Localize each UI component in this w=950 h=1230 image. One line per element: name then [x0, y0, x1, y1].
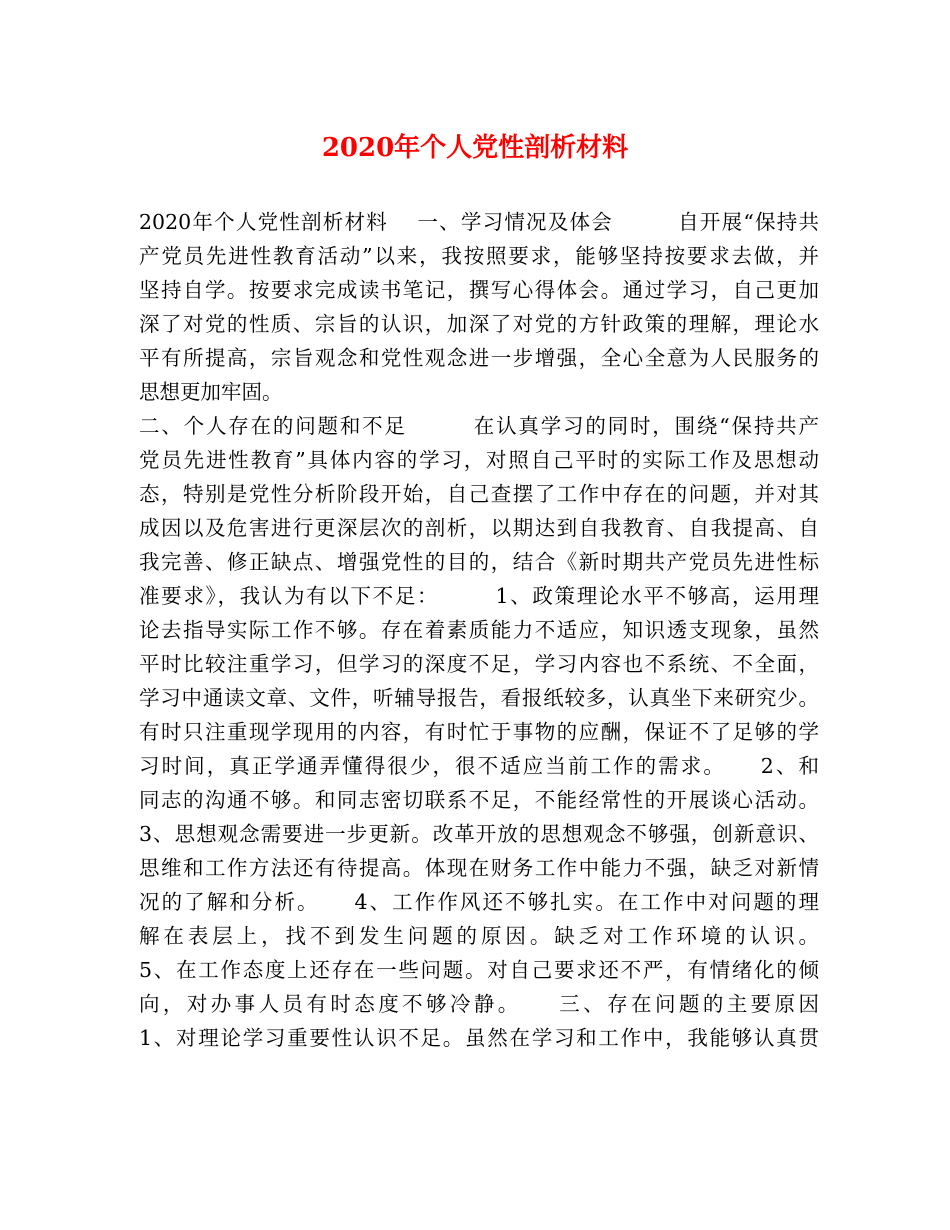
- body-line: 解在表层上，找不到发生问题的原因。缺乏对工作环境的认识。: [139, 924, 819, 948]
- body-line: 学习中通读文章、文件，听辅导报告，看报纸较多，认真坐下来研究少。: [139, 686, 819, 710]
- body-line: 习时间，真正学通弄懂得很少，很不适应当前工作的需求。 2、和: [139, 754, 819, 778]
- body-line: 产党员先进性教育活动”以来，我按照要求，能够坚持按要求去做，并: [139, 244, 819, 268]
- body-line: 平有所提高，宗旨观念和党性观念进一步增强，全心全意为人民服务的: [139, 346, 819, 370]
- body-line: 思想更加牢固。: [139, 380, 283, 404]
- body-line: 1、对理论学习重要性认识不足。虽然在学习和工作中，我能够认真贯: [139, 1026, 819, 1050]
- body-line: 坚持自学。按要求完成读书笔记，撰写心得体会。通过学习，自己更加: [139, 278, 819, 302]
- body-line: 成因以及危害进行更深层次的剖析，以期达到自我教育、自我提高、自: [139, 516, 819, 540]
- body-line: 3、思想观念需要进一步更新。改革开放的思想观念不够强，创新意识、: [139, 822, 819, 846]
- body-line: 思维和工作方法还有待提高。体现在财务工作中能力不强，缺乏对新情: [139, 856, 819, 880]
- body-line: 向，对办事人员有时态度不够冷静。 三、存在问题的主要原因: [139, 992, 819, 1016]
- body-line: 2020年个人党性剖析材料 一、学习情况及体会 自开展“保持共: [139, 210, 819, 234]
- body-line: 况的了解和分析。 4、工作作风还不够扎实。在工作中对问题的理: [139, 890, 819, 914]
- body-line: 我完善、修正缺点、增强党性的目的，结合《新时期共产党员先进性标: [139, 550, 819, 574]
- body-line: 5、在工作态度上还存在一些问题。对自己要求还不严，有情绪化的倾: [139, 958, 819, 982]
- document-title: 2020年个人党性剖析材料: [321, 133, 629, 163]
- body-line: 同志的沟通不够。和同志密切联系不足，不能经常性的开展谈心活动。: [139, 788, 819, 812]
- body-line: 准要求》，我认为有以下不足： 1、政策理论水平不够高，运用理: [139, 584, 819, 608]
- body-line: 二、个人存在的问题和不足 在认真学习的同时，围绕“保持共产: [139, 414, 819, 438]
- body-line: 论去指导实际工作不够。存在着素质能力不适应，知识透支现象，虽然: [139, 618, 819, 642]
- body-line: 态，特别是党性分析阶段开始，自己查摆了工作中存在的问题，并对其: [139, 482, 819, 506]
- body-line: 党员先进性教育”具体内容的学习，对照自己平时的实际工作及思想动: [139, 448, 819, 472]
- body-line: 深了对党的性质、宗旨的认识，加深了对党的方针政策的理解，理论水: [139, 312, 819, 336]
- body-line: 平时比较注重学习，但学习的深度不足，学习内容也不系统、不全面，: [139, 652, 819, 676]
- body-line: 有时只注重现学现用的内容，有时忙于事物的应酬，保证不了足够的学: [139, 720, 819, 744]
- document-body: [139, 205, 819, 1055]
